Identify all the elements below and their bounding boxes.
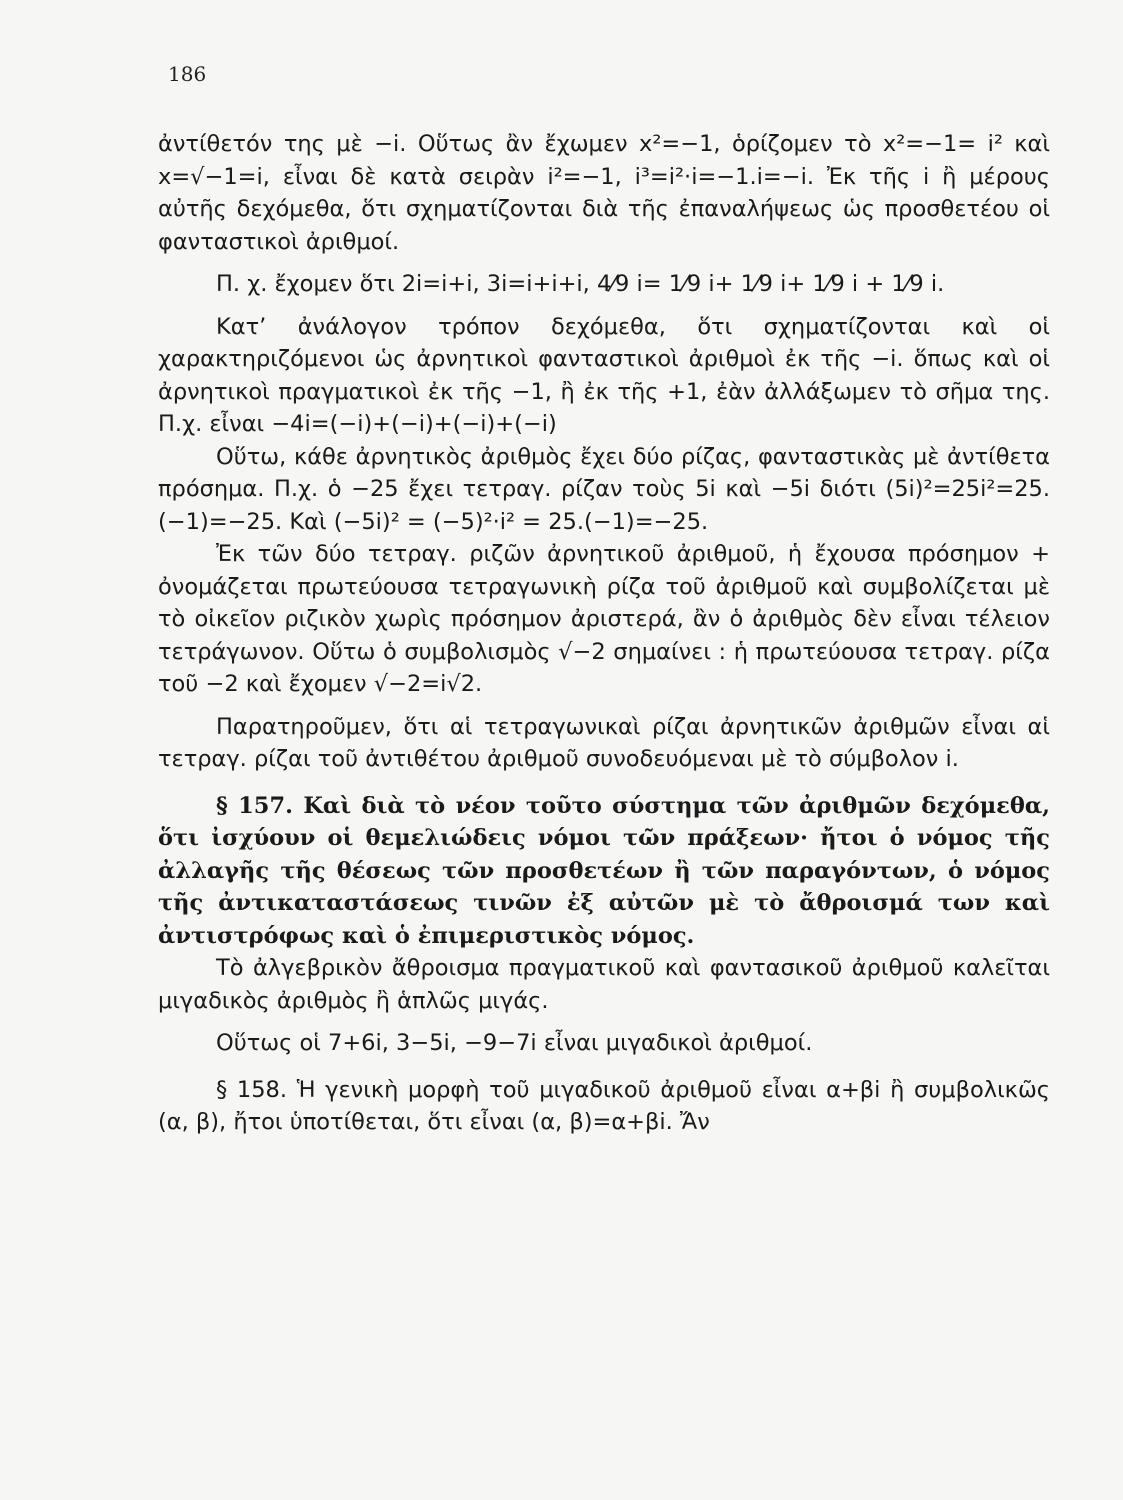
paragraph-5: Ἐκ τῶν δύο τετραγ. ριζῶν ἀρνητικοῦ ἀριθμοῦ, ἡ ἔχουσα πρόσημον + ὀνομάζεται πρωτεύουσα τετραγωνικὴ ρίζα τοῦ ἀριθμοῦ καὶ συμβολίζεται μὲ τὸ οἰκεῖον ριζικὸν χωρὶς πρόσημον ἀριστερά, ἂν ὁ ἀριθμὸς δὲν εἶναι τέλειον τετράγωνον. Οὕτω ὁ συμβολισμὸς √−2 σημαίνει : ἡ πρωτεύουσα τετραγ. ρίζα τοῦ −2 καὶ ἔχομεν √−2=i√2. <box>158 541 1050 697</box>
paragraph-complex-def: Τὸ ἀλγεβρικὸν ἄθροισμα πραγματικοῦ καὶ φαντασικοῦ ἀριθμοῦ καλεῖται μιγαδικὸς ἀριθμὸς ἢ ἁπλῶς μιγάς. <box>158 955 1050 1014</box>
section-157: § 157. Καὶ διὰ τὸ νέον τοῦτο σύστημα τῶν ἀριθμῶν δεχόμεθα, ὅτι ἰσχύουν οἱ θεμελιώδεις νόμοι τῶν πράξεων· ἤτοι ὁ νόμος τῆς ἀλλαγῆς τῆς θέσεως τῶν προσθετέων ἢ τῶν παραγόντων, ὁ νόμος τῆς ἀντικαταστάσεως τινῶν ἐξ αὐτῶν μὲ τὸ ἄθροισμά των καὶ ἀντιστρόφως καὶ ὁ ἐπιμεριστικὸς νόμος. <box>158 792 1050 949</box>
paragraph-6: Παρατηροῦμεν, ὅτι αἱ τετραγωνικαὶ ρίζαι ἀρνητικῶν ἀριθμῶν εἶναι αἱ τετραγ. ρίζαι τοῦ ἀντιθέτου ἀριθμοῦ συνοδευόμεναι μὲ τὸ σύμβολον i. <box>158 713 1050 772</box>
paragraph-2: Π. χ. ἔχομεν ὅτι 2i=i+i, 3i=i+i+i, 4⁄9 i= 1⁄9 i+ 1⁄9 i+ 1⁄9 i + 1⁄9 i. <box>216 271 945 297</box>
section-158: § 158. Ἡ γενικὴ μορφὴ τοῦ μιγαδικοῦ ἀριθμοῦ εἶναι α+βi ἢ συμβολικῶς (α, β), ἤτοι ὑποτίθεται, ὅτι εἶναι (α, β)=α+βi. Ἄν <box>158 1076 1050 1135</box>
page-number: 186 <box>168 62 207 86</box>
paragraph-examples: Οὕτως οἱ 7+6i, 3−5i, −9−7i εἶναι μιγαδικοὶ ἀριθμοί. <box>216 1030 813 1056</box>
page-body <box>158 128 1050 1139</box>
paragraph-3: Κατ’ ἀνάλογον τρόπον δεχόμεθα, ὅτι σχηματίζονται καὶ οἱ χαρακτηριζόμενοι ὡς ἀρνητικοὶ φανταστικοὶ ἀριθμοὶ ἐκ τῆς −i. ὅπως καὶ οἱ ἀρνητικοὶ πραγματικοὶ ἐκ τῆς −1, ἢ ἐκ τῆς +1, ἐὰν ἀλλάξωμεν τὸ σῆμα της. Π.χ. εἶναι −4i=(−i)+(−i)+(−i)+(−i) <box>158 313 1050 437</box>
paragraph-4: Οὕτω, κάθε ἀρνητικὸς ἀριθμὸς ἔχει δύο ρίζας, φανταστικὰς μὲ ἀντίθετα πρόσημα. Π.χ. ὁ −25 ἔχει τετραγ. ρίζαν τοὺς 5i καὶ −5i διότι (5i)²=25i²=25.(−1)=−25. Καὶ (−5i)² = (−5)²·i² = 25.(−1)=−25. <box>158 443 1050 535</box>
paragraph-1: ἀντίθετόν της μὲ −i. Οὕτως ἂν ἔχωμεν x²=−1, ὁρίζομεν τὸ x²=−1= i² καὶ x=√−1=i, εἶναι δὲ κατὰ σειρὰν i²=−1, i³=i²·i=−1.i=−i. Ἐκ τῆς i ἢ μέρους αὐτῆς δεχόμεθα, ὅτι σχηματίζονται διὰ τῆς ἐπαναλήψεως ὡς προσθετέου οἱ φανταστικοὶ ἀριθμοί. <box>158 131 1050 255</box>
